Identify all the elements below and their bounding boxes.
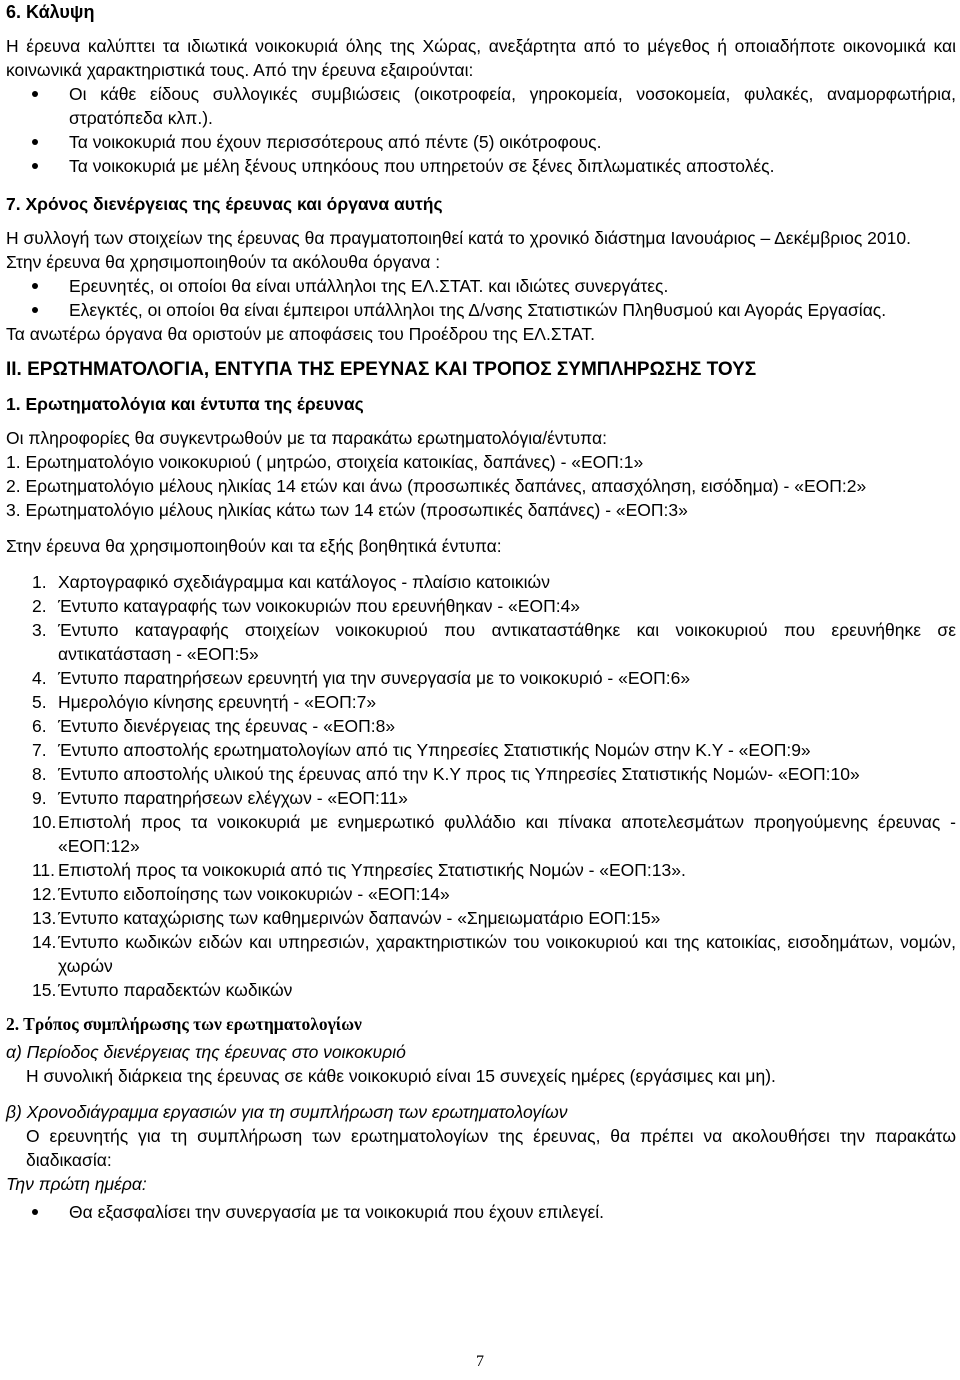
page-number: 7 xyxy=(476,1353,484,1370)
list-item: 6. Έντυπο διενέργειας της έρευνας - «ΕΟΠ:8» xyxy=(32,716,396,736)
first-day-heading: Την πρώτη ημέρα: xyxy=(6,1174,147,1194)
list-item: Ελεγκτές, οι οποίοι θα είναι έμπειροι υπάλληλοι της Δ/νσης Στατιστικών Πληθυσμού και Αγοράς Εργασίας. xyxy=(6,298,956,322)
part-ii-title: ΙΙ. ΕΡΩΤΗΜΑΤΟΛΟΓΙΑ, ΕΝΤΥΠΑ ΤΗΣ ΕΡΕΥΝΑΣ ΚΑΙ ΤΡΟΠΟΣ ΣΥΜΠΛΗΡΩΣΗΣ ΤΟΥΣ xyxy=(6,359,757,380)
list-item: 11. Επιστολή προς τα νοικοκυριά από τις Υπηρεσίες Στατιστικής Νομών - «ΕΟΠ:13». xyxy=(32,860,686,880)
subsection-1-title: 1. Ερωτηματολόγια και έντυπα της έρευνας xyxy=(6,394,364,414)
schedule-text: Ο ερευνητής για τη συμπλήρωση των ερωτηματολογίων της έρευνας, θα πρέπει να ακολουθήσει την παρακάτω διαδικασία: xyxy=(26,1126,956,1170)
section-6-exclusions-list xyxy=(6,82,956,178)
section-7-title: 7. Χρόνος διενέργειας της έρευνας και όργανα αυτής xyxy=(6,194,443,214)
list-item: Τα νοικοκυριά με μέλη ξένους υπηκόους που υπηρετούν σε ξένες διπλωματικές αποστολές. xyxy=(6,154,956,178)
schedule-heading: β) Χρονοδιάγραμμα εργασιών για τη συμπλήρωση των ερωτηματολογίων xyxy=(6,1102,568,1122)
list-item: Τα νοικοκυριά που έχουν περισσότερους από πέντε (5) οικότροφους. xyxy=(6,130,956,154)
list-item: 13. Έντυπο καταχώρισης των καθημερινών δαπανών - «Σημειωματάριο ΕΟΠ:15» xyxy=(32,908,661,928)
document-page xyxy=(6,0,956,1224)
questionnaire-item: 3. Ερωτηματολόγιο μέλους ηλικίας κάτω των 14 ετών (προσωπικές δαπάνες) - «ΕΟΠ:3» xyxy=(6,500,688,520)
section-6-title: 6. Κάλυψη xyxy=(6,2,95,22)
aux-forms-intro: Στην έρευνα θα χρησιμοποιηθούν και τα εξής βοηθητικά έντυπα: xyxy=(6,536,502,556)
section-7-organs-list xyxy=(6,274,956,322)
list-item: 10. Επιστολή προς τα νοικοκυριά με ενημερωτικό φυλλάδιο και πίνακα αποτελεσμάτων προηγούμενης έρευνας - «ΕΟΠ:12» xyxy=(32,812,956,856)
section-7-appointment: Τα ανωτέρω όργανα θα οριστούν με αποφάσεις του Προέδρου της ΕΛ.ΣΤΑΤ. xyxy=(6,324,596,344)
section-7-collection-period: Η συλλογή των στοιχείων της έρευνας θα πραγματοποιηθεί κατά το χρονικό διάστημα Ιανουάριος – Δεκέμβριος 2010. xyxy=(6,228,911,248)
list-item: Ερευνητές, οι οποίοι θα είναι υπάλληλοι της ΕΛ.ΣΤΑΤ. και ιδιώτες συνεργάτες. xyxy=(6,274,956,298)
first-day-list xyxy=(6,1200,956,1224)
list-item: 4. Έντυπο παρατηρήσεων ερευνητή για την συνεργασία με το νοικοκυριό - «ΕΟΠ:6» xyxy=(32,668,691,688)
list-item: 8. Έντυπο αποστολής υλικού της έρευνας από την Κ.Υ προς τις Υπηρεσίες Στατιστικής Νομών- «ΕΟΠ:10» xyxy=(32,764,860,784)
list-item: Θα εξασφαλίσει την συνεργασία με τα νοικοκυριά που έχουν επιλεγεί. xyxy=(6,1200,956,1224)
questionnaires-intro: Οι πληροφορίες θα συγκεντρωθούν με τα παρακάτω ερωτηματολόγια/έντυπα: xyxy=(6,428,607,448)
questionnaire-item: 2. Ερωτηματολόγιο μέλους ηλικίας 14 ετών και άνω (προσωπικές δαπάνες, απασχόληση, εισόδημα) - «ΕΟΠ:2» xyxy=(6,476,867,496)
list-item: 3. Έντυπο καταγραφής στοιχείων νοικοκυριού που αντικαταστάθηκε και νοικοκυριού που ερευνήθηκε σε αντικατάσταση - «ΕΟΠ:5» xyxy=(32,620,956,664)
section-6-intro: Η έρευνα καλύπτει τα ιδιωτικά νοικοκυριά όλης της Χώρας, ανεξάρτητα από το μέγεθος ή οποιαδήποτε οικονομικά και κοινωνικά χαρακτηριστικά τους. Από την έρευνα εξαιρούνται: xyxy=(6,36,956,80)
list-item: 1. Χαρτογραφικό σχεδιάγραμμα και κατάλογος - πλαίσιο κατοικιών xyxy=(32,572,550,592)
list-item: 2. Έντυπο καταγραφής των νοικοκυριών που ερευνήθηκαν - «ΕΟΠ:4» xyxy=(32,596,581,616)
list-item: 5. Ημερολόγιο κίνησης ερευνητή - «ΕΟΠ:7» xyxy=(32,692,377,712)
period-heading: α) Περίοδος διενέργειας της έρευνας στο νοικοκυριό xyxy=(6,1042,406,1062)
aux-forms-list xyxy=(6,570,956,1002)
list-item: 7. Έντυπο αποστολής ερωτηματολογίων από τις Υπηρεσίες Στατιστικής Νομών στην Κ.Υ - «ΕΟΠ:9» xyxy=(32,740,811,760)
list-item: 9. Έντυπο παρατηρήσεων ελέγχων - «ΕΟΠ:11» xyxy=(32,788,408,808)
list-item: 14. Έντυπο κωδικών ειδών και υπηρεσιών, χαρακτηριστικών του νοικοκυριού και της κατοικίας, εισοδημάτων, νομών, χωρών xyxy=(32,932,956,976)
section-7-organs-intro: Στην έρευνα θα χρησιμοποιηθούν τα ακόλουθα όργανα : xyxy=(6,252,441,272)
period-text: Η συνολική διάρκεια της έρευνας σε κάθε νοικοκυριό είναι 15 συνεχείς ημέρες (εργάσιμες και μη). xyxy=(26,1066,776,1086)
list-item: Οι κάθε είδους συλλογικές συμβιώσεις (οικοτροφεία, γηροκομεία, νοσοκομεία, φυλακές, αναμορφωτήρια, στρατόπεδα κλπ.). xyxy=(6,82,956,130)
subsection-2-title: 2. Τρόπος συμπλήρωσης των ερωτηματολογίων xyxy=(6,1014,362,1034)
list-item: 12. Έντυπο ειδοποίησης των νοικοκυριών - «ΕΟΠ:14» xyxy=(32,884,450,904)
list-item: 15. Έντυπο παραδεκτών κωδικών xyxy=(32,980,293,1000)
questionnaire-item: 1. Ερωτηματολόγιο νοικοκυριού ( μητρώο, στοιχεία κατοικίας, δαπάνες) - «ΕΟΠ:1» xyxy=(6,452,644,472)
